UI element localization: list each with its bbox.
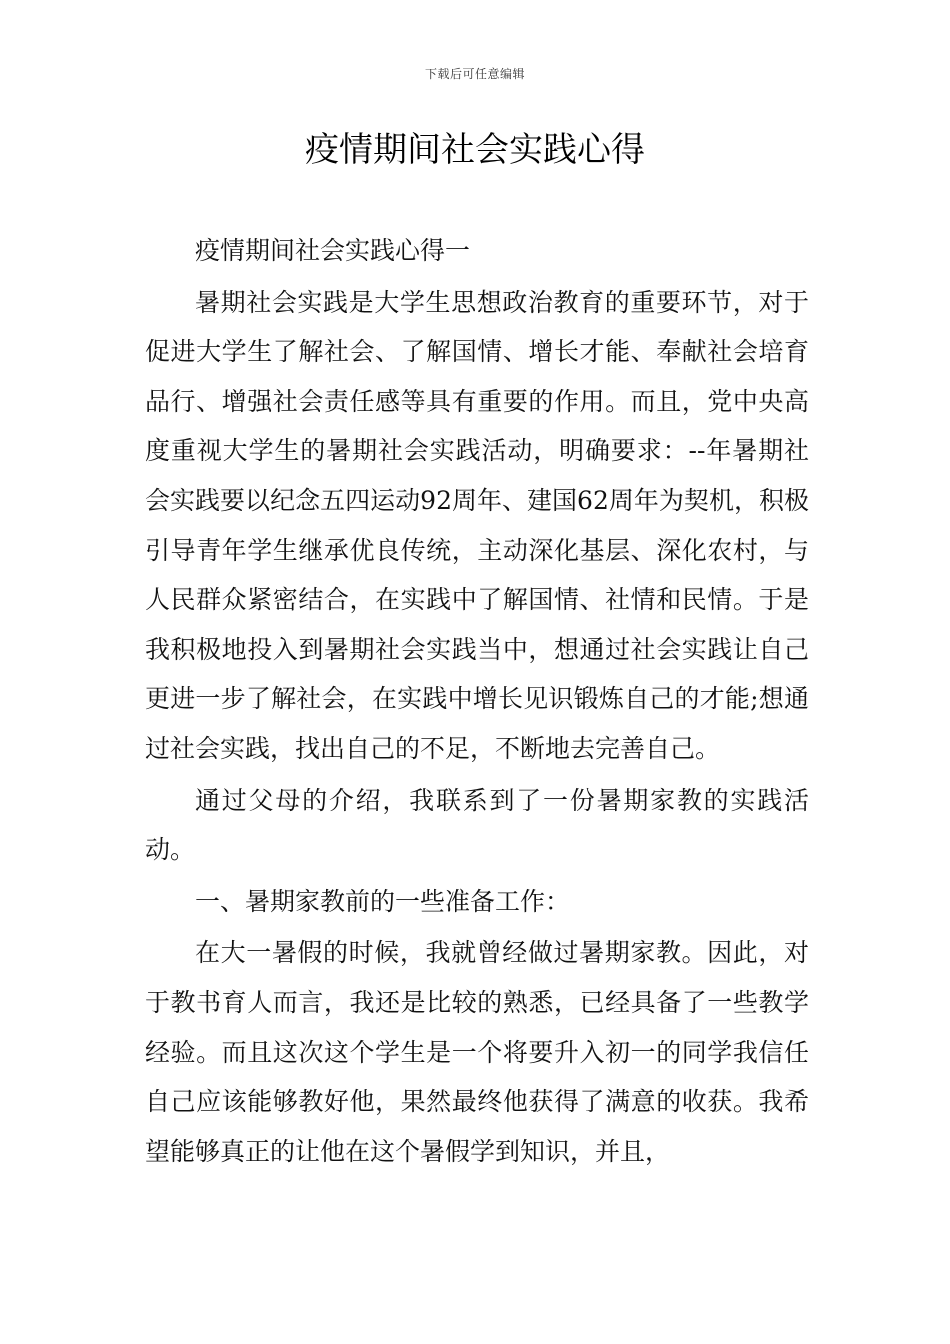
section-heading: 一、暑期家教前的一些准备工作： bbox=[195, 886, 571, 916]
paragraph: 暑期社会实践是大学生思想政治教育的重要环节，对于促进大学生了解社会、了解国情、增长才能、奉献社会培育品行、增强社会责任感等具有重要的作用。而且，党中央高度重视大学生的暑期社会实践活动，明确要求：--年暑期社会实践要以纪念五四运动92周年、建国62周年为契机，积极引导青年学生继承优良传统，主动深化基层、深化农村，与人民群众紧密结合，在实践中了解国情、社情和民情。于是我积极地投入到暑期社会实践当中，想通过社会实践让自己更进一步了解社会，在实践中增长见识锻炼自己的才能;想通过社会实践，找出自己的不足，不断地去完善自己。 bbox=[145, 287, 809, 763]
paragraph: 在大一暑假的时候，我就曾经做过暑期家教。因此，对于教书育人而言，我还是比较的熟悉，已经具备了一些教学经验。而且这次这个学生是一个将要升入初一的同学我信任自己应该能够教好他，果然最终他获得了满意的收获。我希望能够真正的让他在这个暑假学到知识，并且， bbox=[145, 938, 809, 1166]
paragraph: 通过父母的介绍，我联系到了一份暑期家教的实践活动。 bbox=[145, 785, 809, 865]
document-title: 疫情期间社会实践心得 bbox=[305, 130, 645, 170]
header-note: 下载后可任意编辑 bbox=[424, 67, 525, 81]
paragraph-subtitle: 疫情期间社会实践心得一 bbox=[195, 236, 471, 265]
document-body bbox=[145, 226, 809, 1178]
